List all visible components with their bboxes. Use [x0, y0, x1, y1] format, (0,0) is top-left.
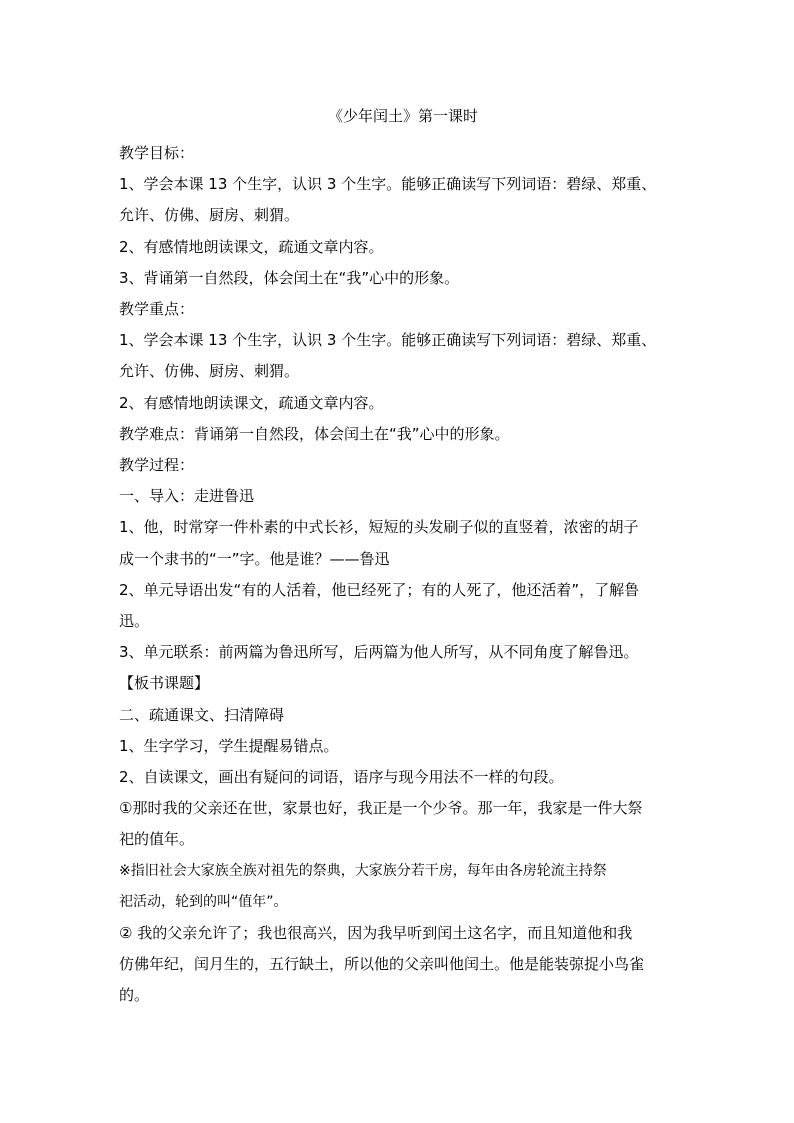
key-point-item-2: 2、有感情地朗读课文，疏通文章内容。: [119, 393, 384, 412]
objective-item-1-continued: 允许、仿佛、厨房、刺猬。: [119, 206, 300, 225]
section-heading-key-points: 教学重点：: [119, 300, 195, 319]
study-item-1: 1、生字学习，学生提醒易错点。: [119, 736, 339, 755]
document-page: [119, 106, 687, 1012]
objective-item-2: 2、有感情地朗读课文，疏通文章内容。: [119, 237, 384, 256]
key-point-item-1: 1、学会本课 13 个生字，认识 3 个生字。能够正确读写下列词语：碧绿、郑重、: [119, 331, 657, 350]
annotation-note-continued: 祀活动，轮到的叫“值年”。: [119, 893, 288, 910]
intro-item-1: 1、他，时常穿一件朴素的中式长衫，短短的头发刷子似的直竖着，浓密的胡子: [119, 518, 639, 537]
step-two-heading: 二、疏通课文、扫清障碍: [119, 705, 285, 724]
board-title-note: 【板书课题】: [119, 674, 210, 693]
quote-1: ①那时我的父亲还在世，家景也好，我正是一个少爷。那一年，我家是一件大祭: [119, 799, 643, 818]
intro-item-2-continued: 迅。: [119, 612, 150, 631]
quote-1-continued: 祀的值年。: [119, 830, 195, 849]
objective-item-3: 3、背诵第一自然段，体会闰土在“我”心中的形象。: [119, 268, 460, 287]
step-one-heading: 一、导入：走进鲁迅: [119, 487, 255, 506]
intro-item-3: 3、单元联系：前两篇为鲁迅所写，后两篇为他人所写，从不同角度了解鲁迅。: [119, 643, 639, 662]
section-heading-process: 教学过程：: [119, 456, 195, 475]
difficulty-paragraph: 教学难点：背诵第一自然段，体会闰土在“我”心中的形象。: [119, 424, 510, 443]
intro-item-1-continued: 成一个隶书的“一”字。他是谁？——鲁迅: [119, 549, 390, 568]
annotation-note: ※指旧社会大家族全族对祖先的祭典，大家族分若干房，每年由各房轮流主持祭: [119, 862, 607, 879]
intro-item-2: 2、单元导语出发“有的人活着，他已经死了；有的人死了，他还活着”，了解鲁: [119, 580, 640, 599]
quote-2: ② 我的父亲允许了；我也很高兴，因为我早听到闰土这名字，而且知道他和我: [119, 924, 633, 943]
study-item-2: 2、自读课文，画出有疑问的词语，语序与现今用法不一样的句段。: [119, 768, 564, 787]
document-title: 《少年闰土》第一课时: [327, 107, 478, 125]
section-heading-objectives: 教学目标：: [119, 144, 195, 162]
key-point-item-1-continued: 允许、仿佛、厨房、刺猬。: [119, 362, 300, 381]
quote-2-end: 的。: [119, 986, 150, 1005]
objective-item-1: 1、学会本课 13 个生字，认识 3 个生字。能够正确读写下列词语：碧绿、郑重、: [119, 175, 657, 194]
quote-2-continued: 仿佛年纪，闰月生的，五行缺土，所以他的父亲叫他闰土。他是能装弶捉小鸟雀: [119, 955, 645, 974]
